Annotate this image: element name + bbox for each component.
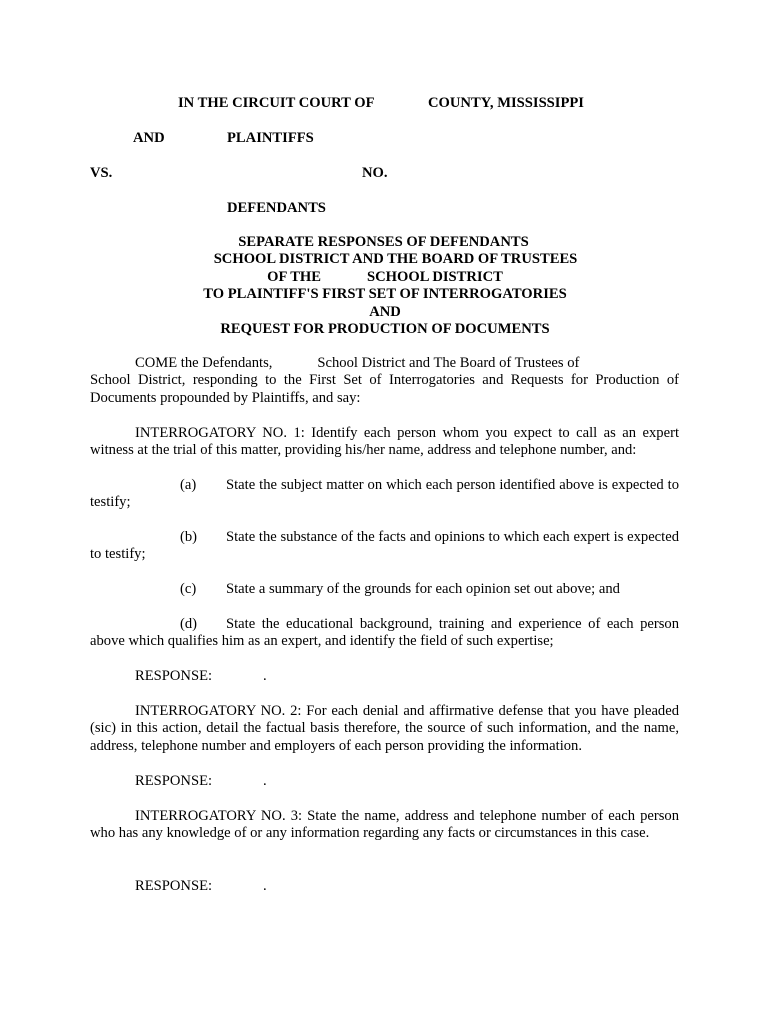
item-text: State the subject matter on which each person identified above is expected to testify; (90, 477, 679, 511)
title-line-4: TO PLAINTIFF'S FIRST SET OF INTERROGATORIES (203, 286, 567, 303)
interrogatory-1: INTERROGATORY NO. 1: Identify each person whom you expect to call as an expert witness at the trial of this matter, providing his/her name, address and telephone number, and: (90, 425, 679, 459)
title-line-2: SCHOOL DISTRICT AND THE BOARD OF TRUSTEES (213, 251, 578, 268)
title-line-6: REQUEST FOR PRODUCTION OF DOCUMENTS (220, 321, 550, 338)
title-line-3 (90, 269, 680, 286)
caption-defendants: DEFENDANTS (227, 200, 326, 216)
title-line-5: AND (369, 303, 401, 320)
title-line-3-right: SCHOOL DISTRICT (367, 268, 503, 285)
item-text: State the educational background, training and experience of each person above which qualifies him as an expert, and identify the field of such expertise; (90, 616, 679, 650)
intro-line-1 (90, 355, 679, 372)
intro-part-3: School District, responding to the First Set of Interrogatories and Requests for Production of Documents propounded by Plaintiffs, and say: (90, 372, 679, 406)
caption-plaintiffs: PLAINTIFFS (227, 130, 314, 146)
response-2-label: RESPONSE: (135, 773, 213, 789)
title-line-1: SEPARATE RESPONSES OF DEFENDANTS (238, 234, 529, 250)
interrogatory-1-item-c (90, 581, 679, 598)
item-label: (c) (180, 581, 197, 597)
caption-and: AND (133, 130, 165, 146)
response-1-label: RESPONSE: (135, 668, 213, 684)
response-3-label: RESPONSE: (135, 878, 213, 894)
caption-case-number: NO. (362, 165, 388, 181)
intro-paragraph (90, 355, 679, 407)
response-2-value: . (263, 773, 267, 789)
interrogatory-1-item-a (90, 477, 679, 512)
response-3-value: . (263, 878, 267, 894)
title-line-3-left: OF THE (267, 268, 322, 285)
document-title (90, 234, 680, 338)
item-text: State a summary of the grounds for each opinion set out above; and (226, 581, 620, 597)
response-1-value: . (263, 668, 267, 684)
intro-part-2: School District and The Board of Trustees of (317, 355, 580, 371)
intro-part-1: COME the Defendants, (135, 355, 273, 371)
interrogatory-1-item-d (90, 616, 679, 651)
interrogatory-1-item-b (90, 529, 679, 564)
item-label: (a) (180, 477, 197, 493)
caption-vs: VS. (90, 165, 113, 181)
interrogatory-2: INTERROGATORY NO. 2: For each denial and affirmative defense that you have pleaded (sic) in this action, detail the factual basis therefore, the source of such information, and the name, address, telephone number and employers of each person providing the information. (90, 703, 679, 754)
interrogatory-3: INTERROGATORY NO. 3: State the name, address and telephone number of each person who has any knowledge of or any information regarding any facts or circumstances in this case. (90, 808, 679, 842)
court-line-left: IN THE CIRCUIT COURT OF (178, 95, 375, 111)
item-label: (d) (180, 616, 198, 632)
court-line-right: COUNTY, MISSISSIPPI (428, 95, 584, 111)
item-text: State the substance of the facts and opinions to which each expert is expected to testify; (90, 529, 679, 563)
item-label: (b) (180, 529, 198, 545)
